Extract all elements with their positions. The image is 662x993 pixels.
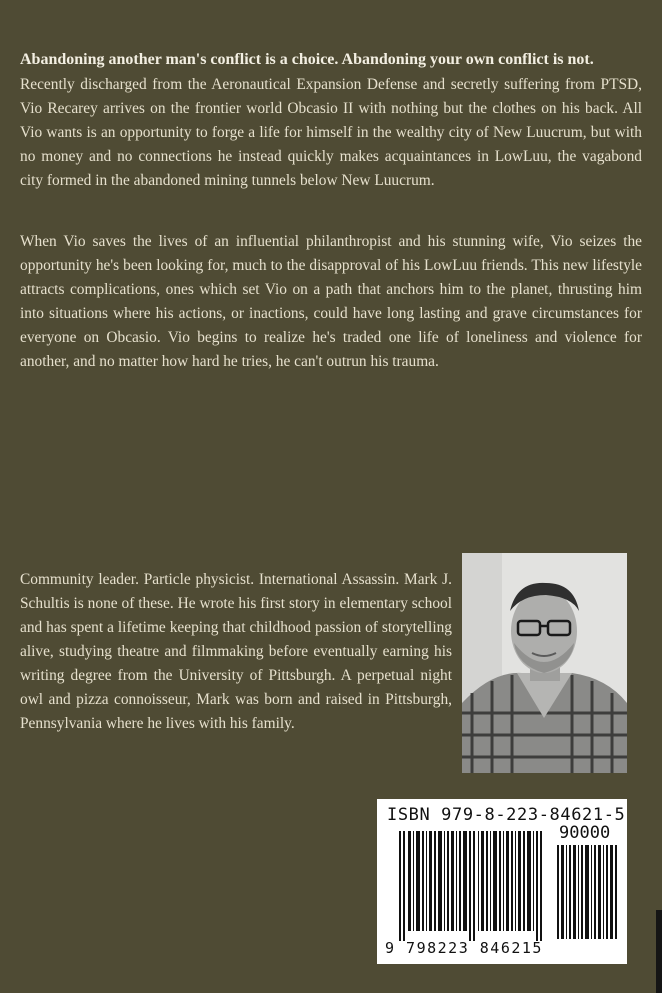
author-bio: Community leader. Particle physicist. International Assassin. Mark J. Schultis is none of these. He wrote his first story in elementary school and has spent a lifetime keeping that childhood passion of storytelling alive, studying theatre and filmmaking before eventually earning his writing degree from the University of Pittsburgh. A perpetual night owl and pizza connoisseur, Mark was born and raised in Pittsburgh, Pennsylvania where he lives with his family. xyxy=(20,571,452,732)
blurb-paragraph-2: When Vio saves the lives of an influential philanthropist and his stunning wife, Vio seizes the opportunity he's been looking for, much to the disapproval of his LowLuu friends. This new lifestyle attracts complications, ones which set Vio on a path that anchors him to the planet, thrusting him into situations where his actions, or inactions, could have long lasting and grave circumstances for everyone on Obcasio. Vio begins to realize he's traded one life of loneliness and violence for another, and no matter how hard he tries, he can't outrun his trauma. xyxy=(20,233,642,370)
edge-mark xyxy=(656,910,662,993)
tagline: Abandoning another man's conflict is a choice. Abandoning your own conflict is not. xyxy=(20,51,594,68)
blurb-paragraph-1: Recently discharged from the Aeronautical Expansion Defense and secretly suffering from PTSD, Vio Recarey arrives on the frontier world Obcasio II with nothing but the clothes on his back. All Vio wants is an opportunity to forge a life for himself in the wealthy city of New Luucrum, but with no money and no connections he instead quickly makes acquaintances in LowLuu, the vagabond city formed in the abandoned mining tunnels below New Luucrum. xyxy=(20,76,642,189)
isbn-digits: 9 798223 846215 xyxy=(385,939,543,957)
ean-barcode-bars xyxy=(399,831,549,941)
addon-barcode-bars xyxy=(557,845,617,939)
isbn-barcode xyxy=(377,799,627,964)
author-photo xyxy=(462,553,627,773)
isbn-label: ISBN 979-8-223-84621-5 xyxy=(387,805,626,825)
price-code: 90000 xyxy=(559,823,611,843)
